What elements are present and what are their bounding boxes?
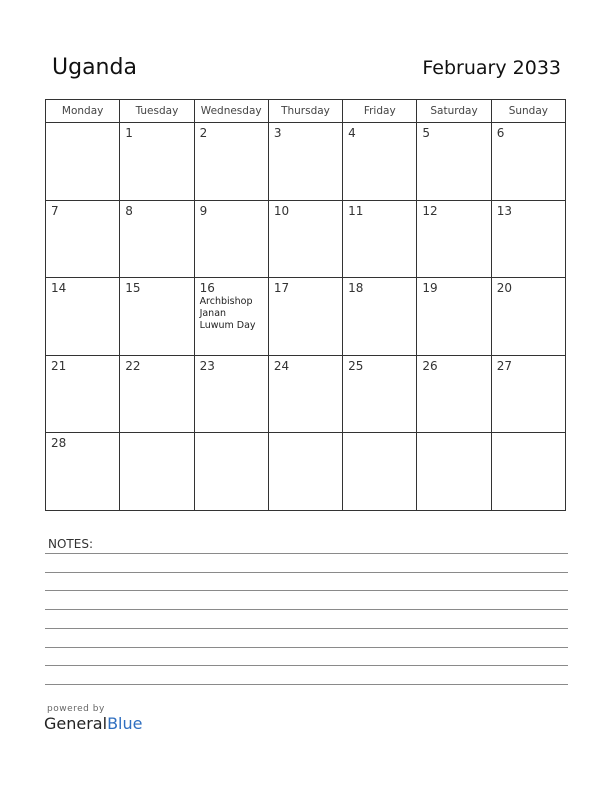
- day-cell: [194, 355, 268, 433]
- day-number: 1: [125, 126, 133, 140]
- month-year-title: February 2033: [422, 57, 561, 79]
- day-number: 2: [199, 126, 208, 140]
- day-number: 18: [348, 281, 364, 296]
- country-title: Uganda: [52, 55, 137, 80]
- day-cell-holiday: [194, 278, 268, 356]
- day-cell: [417, 123, 491, 201]
- day-cell: [417, 200, 491, 278]
- day-number: 11: [348, 203, 364, 218]
- brand-name-blue: Blue: [107, 714, 143, 733]
- day-cell: [120, 433, 194, 511]
- week-row: [46, 123, 566, 201]
- day-number: 3: [273, 126, 282, 140]
- week-row: [46, 355, 566, 433]
- weekday-header: Tuesday: [120, 100, 194, 123]
- day-number: 5: [422, 126, 431, 140]
- day-number: 4: [348, 126, 356, 140]
- weekday-header: Sunday: [491, 100, 565, 123]
- notes-line: [45, 665, 568, 666]
- day-cell: [343, 123, 417, 201]
- day-number: 10: [273, 203, 290, 218]
- day-cell: [120, 200, 194, 278]
- day-cell: [268, 355, 342, 433]
- day-cell: [417, 355, 491, 433]
- weekday-header: Saturday: [417, 100, 491, 123]
- notes-line: [45, 684, 568, 685]
- day-number: 8: [125, 203, 133, 218]
- day-number: 22: [125, 358, 141, 373]
- day-number: 7: [51, 203, 59, 218]
- day-cell: [417, 278, 491, 356]
- day-cell: [491, 433, 565, 511]
- notes-line: [45, 628, 568, 629]
- day-cell: [268, 433, 342, 511]
- weekday-header: Thursday: [268, 100, 342, 123]
- day-number: 20: [496, 281, 512, 296]
- holiday-label: Archbishop Janan Luwum Day: [199, 296, 256, 332]
- day-cell: [46, 123, 120, 201]
- day-cell: [120, 123, 194, 201]
- day-cell: [120, 355, 194, 433]
- day-number: 15: [125, 281, 141, 296]
- weekday-header-row: [46, 100, 566, 123]
- day-number: 27: [496, 358, 512, 373]
- day-number: 28: [51, 436, 67, 451]
- day-cell: [343, 200, 417, 278]
- weekday-header: Wednesday: [194, 100, 268, 123]
- day-cell: [194, 200, 268, 278]
- brand-logo: [44, 704, 142, 733]
- day-number: 19: [422, 281, 438, 296]
- day-cell: [194, 123, 268, 201]
- notes-line: [45, 553, 568, 554]
- day-number: 13: [496, 203, 512, 218]
- day-cell: [343, 433, 417, 511]
- day-cell: [268, 200, 342, 278]
- day-cell: [268, 278, 342, 356]
- day-cell: [46, 200, 120, 278]
- day-number: 9: [199, 203, 208, 218]
- day-number: 16: [199, 281, 215, 296]
- notes-label: NOTES:: [48, 537, 93, 551]
- day-cell: [343, 278, 417, 356]
- day-number: 14: [51, 281, 67, 296]
- notes-line: [45, 590, 568, 591]
- day-cell: [268, 123, 342, 201]
- day-cell: [46, 355, 120, 433]
- day-number: 23: [199, 358, 215, 373]
- weekday-header: Monday: [46, 100, 120, 123]
- day-cell: [417, 433, 491, 511]
- day-number: 17: [273, 281, 290, 296]
- day-cell: [491, 355, 565, 433]
- day-number: 6: [496, 126, 505, 140]
- brand-name: [44, 714, 142, 733]
- day-number: 25: [348, 358, 364, 373]
- day-cell: [46, 433, 120, 511]
- calendar-grid: [45, 99, 566, 511]
- day-number: 12: [422, 203, 438, 218]
- brand-name-general: General: [44, 714, 108, 733]
- day-cell: [491, 278, 565, 356]
- week-row: [46, 200, 566, 278]
- day-cell: [343, 355, 417, 433]
- weekday-header: Friday: [343, 100, 417, 123]
- notes-line: [45, 572, 568, 573]
- powered-by-text: powered by: [47, 704, 105, 714]
- day-cell: [491, 123, 565, 201]
- week-row: [46, 433, 566, 511]
- week-row: [46, 278, 566, 356]
- day-number: 26: [422, 358, 438, 373]
- day-cell: [194, 433, 268, 511]
- day-cell: [491, 200, 565, 278]
- day-cell: [46, 278, 120, 356]
- day-number: 21: [51, 358, 67, 373]
- day-number: 24: [273, 358, 290, 373]
- notes-line: [45, 647, 568, 648]
- notes-line: [45, 609, 568, 610]
- day-cell: [120, 278, 194, 356]
